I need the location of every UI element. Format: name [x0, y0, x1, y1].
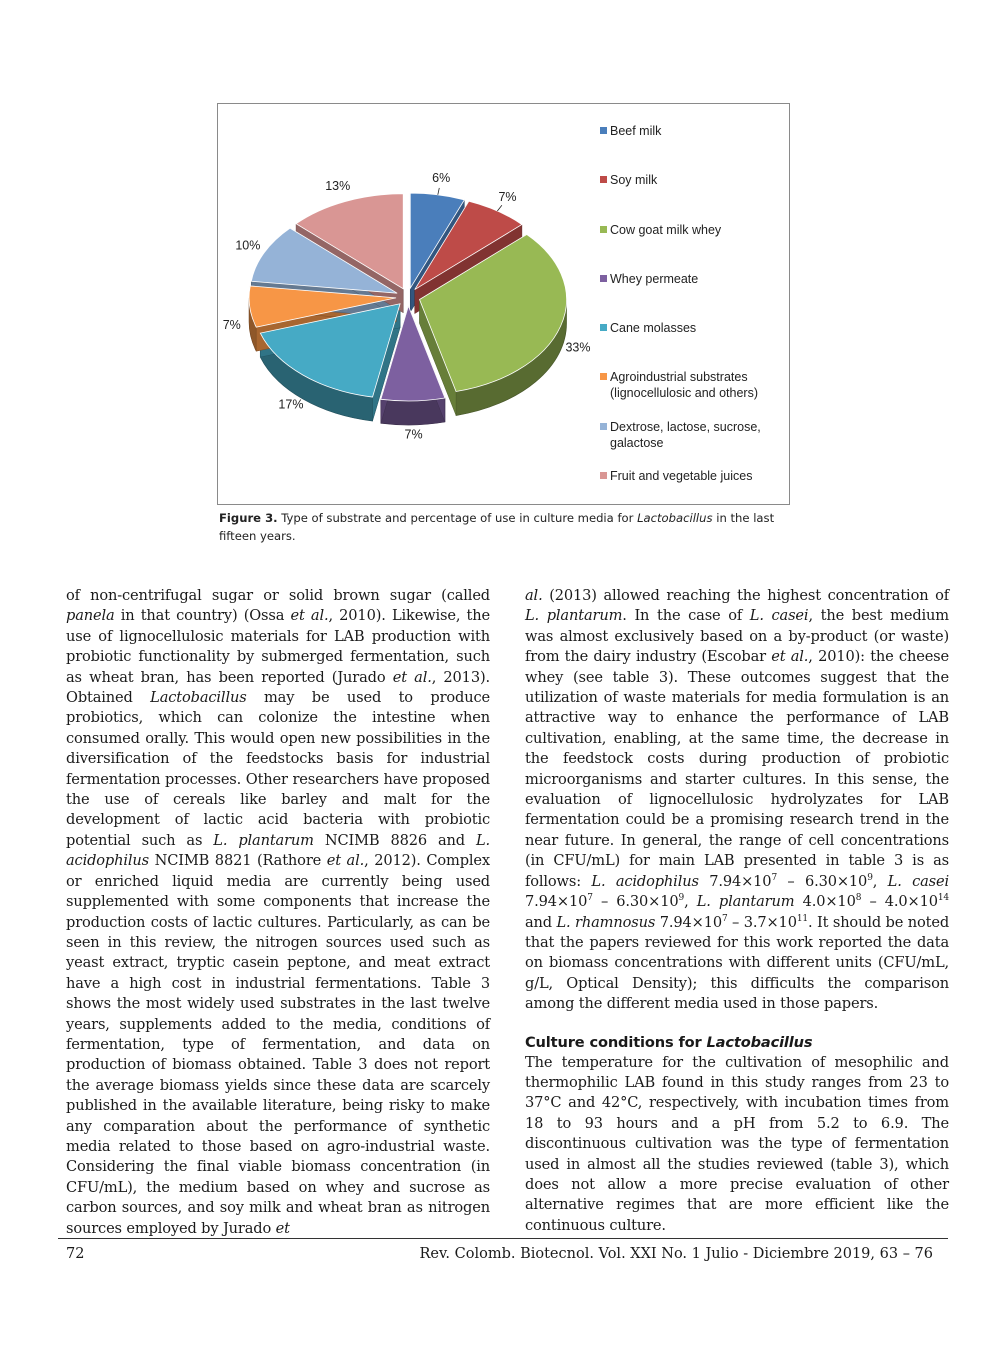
legend-label: galactose: [610, 436, 664, 450]
footer-rule: [58, 1238, 948, 1239]
legend-item-agroindustrial-substrates-lignocellulosic-and-others: [600, 370, 758, 400]
left-paragraph-1: of non-centrifugal sugar or solid brown sugar (called panela in that country) (Ossa et al., 2010). Likewise, the use of lignocellulosic materials for LAB production with probiotic functionality by submerged fermentation, such as wheat bran, has been reported (Jurado et al., 2013). Obtained Lactobacillus may be used to produce probiotics, which can colonize the intestine when consumed orally. This would open new possibilities in the diversification of the feedstocks basis for industrial fermentation processes. Other researchers have proposed the use of cereals like barley and malt for the development of lactic acid bacteria with probiotic potential such as L. plantarum NCIMB 8826 and L. acidophilus NCIMB 8821 (Rathore et al., 2012). Complex or enriched liquid media are currently being used supplemented with some components that increase the production costs of lactic cultures. Particularly, as can be seen in this review, the nitrogen sources used such as yeast extract, tryptic casein peptone, and meat extract have a high cost in industrial fermentations. Table 3 shows the most widely used substrates in the last twelve years, supplements added to the media, conditions of fermentation, type of fermentation, and data on production of biomass obtained. Table 3 does not report the average biomass yields since these data are scarcely published in the available literature, being risky to make any comparation about the performance of synthetic media related to those based on agro-industrial waste. Considering the final viable biomass concentration (in CFU/mL), the medium based on whey and sucrose as carbon sources, and soy milk and wheat bran as nitrogen sources employed by Jurado et: [66, 587, 491, 1237]
slice-pct-label: 17%: [278, 397, 304, 412]
slice-pct-label: 10%: [235, 238, 261, 253]
legend-item-cane-molasses: [600, 321, 696, 335]
slice-pct-label: 33%: [565, 340, 591, 355]
slice-pct-label: 7%: [222, 318, 241, 333]
leader-line: [438, 188, 439, 195]
legend-swatch: [600, 127, 607, 134]
legend-label: Fruit and vegetable juices: [610, 469, 753, 483]
legend-swatch: [600, 373, 607, 380]
legend-label: Cow goat milk whey: [610, 223, 722, 237]
slice-pct-label: 7%: [498, 189, 517, 204]
caption-genus: Lactobacillus: [637, 511, 713, 525]
legend-label: Cane molasses: [610, 321, 697, 335]
legend-label: Agroindustrial substrates: [610, 370, 748, 384]
legend-swatch: [600, 176, 607, 183]
page-number: 72: [66, 1246, 85, 1262]
slice-pct-label: 6%: [432, 171, 451, 186]
legend-label: Whey permeate: [610, 272, 699, 286]
legend-item-dextrose-lactose-sucrose-galactose: [600, 420, 761, 450]
caption-text: Type of substrate and percentage of use in culture media for: [277, 511, 638, 525]
slice-pct-label: 7%: [404, 427, 423, 442]
pie-chart: [218, 104, 791, 506]
caption-label: Figure 3.: [219, 511, 278, 525]
section-heading: Culture conditions for Lactobacillus: [525, 1033, 813, 1051]
legend-item-cow-goat-milk-whey: [600, 223, 722, 237]
right-paragraph-1: al. (2013) allowed reaching the highest concentration of L. plantarum. In the case of L. casei, the best medium was almost exclusively based on a by-product (or waste) from the dairy industry (Escobar et al., 2010): the cheese whey (see table 3). These outcomes suggest that the utilization of waste materials for media formulation is an attractive way to enhance the performance of LAB cultivation, enabling, at the same time, the decrease in the feedstock costs during production of probiotic microorganisms and starter cultures. In this sense, the evaluation of lignocellulosic hydrolyzates for LAB fermentation could be a promising research trend in the near future. In general, the range of cell concentrations (in CFU/mL) for main LAB presented in table 3 is as follows: L. acidophilus $7.94\times 10^7 - 6.30\times 10^9$, L. casei $7.94\times 10^7 - 6.30\times 10^9$, L. plantarum $4.0\times 10^8 - 4.0\times 10^{14}$ and L. rhamnosus $7.94\times 10^7 - 3.7\times 10^{11}$. It should be noted that the papers reviewed for this work reported the data on biomass concentrations with different units (CFU/mL, g/L, Optical Density); this difficults the comparison among the different media used in those papers.: [525, 587, 950, 1013]
legend-item-fruit-and-vegetable-juices: [600, 469, 752, 483]
legend-swatch: [600, 423, 607, 430]
right-column: [525, 586, 949, 1236]
leader-line: [497, 205, 501, 211]
legend-label: (lignocellulosic and others): [610, 386, 758, 400]
left-column: [66, 586, 490, 1239]
figure-3: [217, 103, 790, 505]
legend-swatch: [600, 472, 607, 479]
legend-item-beef-milk: [600, 124, 662, 138]
legend-item-soy-milk: [600, 173, 658, 187]
legend-item-whey-permeate: [600, 272, 698, 286]
legend-label: Dextrose, lactose, sucrose,: [610, 420, 761, 434]
legend-swatch: [600, 226, 607, 233]
legend-label: Beef milk: [610, 124, 662, 138]
legend-label: Soy milk: [610, 173, 658, 187]
caption-tail: in the last fifteen years.: [219, 511, 775, 543]
right-paragraph-2: The temperature for the cultivation of mesophilic and thermophilic LAB found in this study ranges from 23 to 37°C and 42°C, respectively, with incubation times from 18 to 93 hours and a pH from 5.2 to 6.9. The discontinuous cultivation was the type of fermentation used in almost all the studies reviewed (table 3), which does not allow a more precise evaluation of other alternative regimes that are more efficient like the continuous culture.: [525, 1053, 949, 1234]
journal-reference: Rev. Colomb. Biotecnol. Vol. XXI No. 1 Julio - Diciembre 2019, 63 – 76: [419, 1246, 933, 1262]
legend-swatch: [600, 275, 607, 282]
legend-swatch: [600, 324, 607, 331]
figure-caption: [219, 509, 799, 545]
slice-pct-label: 13%: [325, 178, 351, 193]
